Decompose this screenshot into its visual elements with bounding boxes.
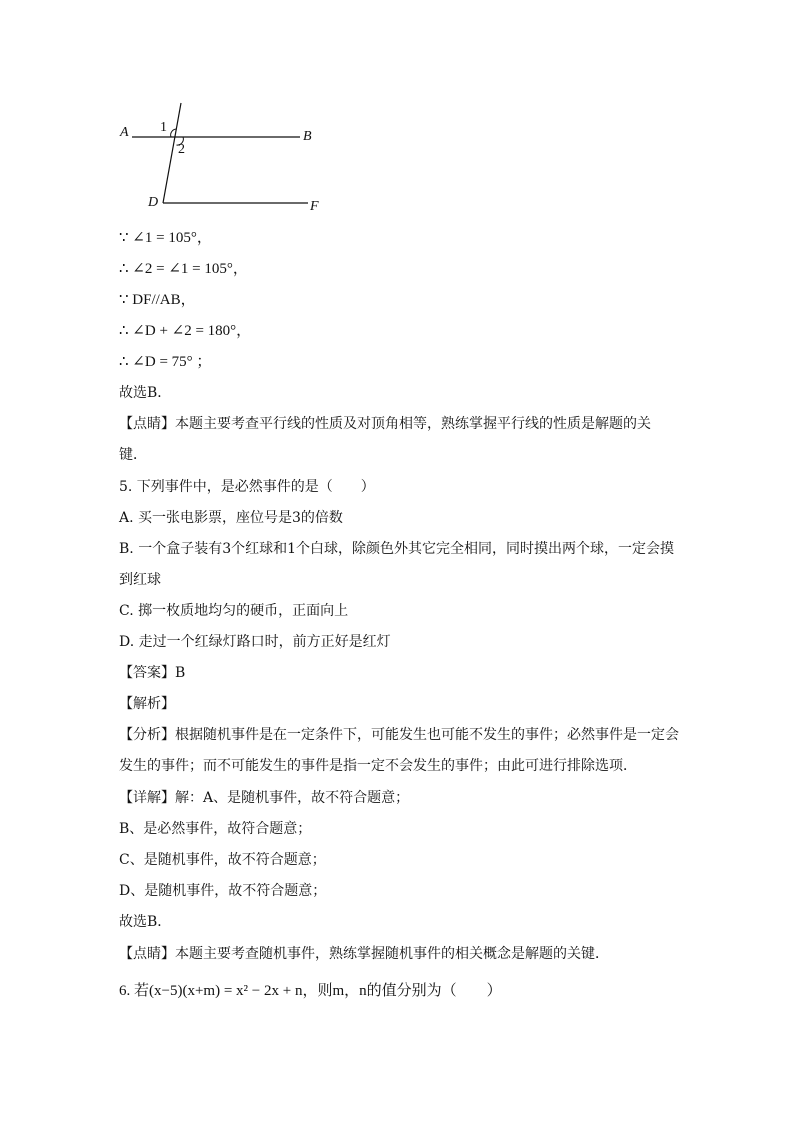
proof-line-1: ∵ ∠1 = 105°，: [119, 230, 212, 246]
option-d: D. 走过一个红绿灯路口时，前方正好是红灯: [119, 634, 391, 650]
detail-line-2: B、是必然事件，故符合题意；: [119, 821, 312, 837]
proof-line-4: ∴ ∠D + ∠2 = 180°，: [119, 323, 252, 339]
label-b: B: [303, 129, 312, 144]
choose-line: 故选B．: [119, 385, 172, 401]
question-6-stem: 6. 若(x−5)(x+m) = x² − 2x + n，则m，n的值分别为（ ）: [119, 983, 502, 999]
parallel-lines-figure: [110, 95, 340, 220]
label-a: A: [120, 125, 129, 140]
analysis-line-2: 发生的事件；而不可能发生的事件是指一定不会发生的事件；由此可进行排除选项．: [119, 758, 637, 774]
proof-line-2: ∴ ∠2 = ∠1 = 105°，: [119, 261, 248, 277]
detail-line-4: D、是随机事件，故不符合题意；: [119, 883, 327, 899]
option-b-line-2: 到红球: [119, 572, 161, 588]
detail-line-1: 【详解】解：A、是随机事件，故不符合题意；: [119, 790, 410, 806]
option-a: A. 买一张电影票，座位号是3的倍数: [119, 510, 343, 526]
analysis-heading: 【解析】: [119, 696, 175, 712]
choose-line-5: 故选B．: [119, 914, 172, 930]
analysis-line-1: 【分析】根据随机事件是在一定条件下，可能发生也可能不发生的事件；必然事件是一定会: [119, 727, 679, 743]
proof-line-5: ∴ ∠D = 75° ；: [119, 354, 212, 370]
option-b-line-1: B. 一个盒子装有3个红球和1个白球，除颜色外其它完全相同，同时摸出两个球，一定会摸: [119, 541, 675, 557]
comment-line-1: 【点睛】本题主要考查平行线的性质及对顶角相等，熟练掌握平行线的性质是解题的关: [119, 416, 651, 432]
label-d: D: [148, 195, 159, 210]
answer-line: 【答案】B: [119, 665, 186, 681]
comment-line-5: 【点睛】本题主要考查随机事件，熟练掌握随机事件的相关概念是解题的关键．: [119, 946, 609, 962]
detail-line-3: C、是随机事件，故不符合题意；: [119, 852, 326, 868]
label-f: F: [310, 199, 319, 214]
angle-2-label: 2: [178, 142, 185, 157]
comment-line-2: 键．: [119, 447, 147, 463]
question-5-stem: 5. 下列事件中，是必然事件的是（ ）: [119, 479, 375, 495]
option-c: C. 掷一枚质地均匀的硬币，正面向上: [119, 603, 349, 619]
angle-1-label: 1: [160, 120, 167, 135]
proof-line-3: ∵ DF//AB，: [119, 292, 196, 308]
